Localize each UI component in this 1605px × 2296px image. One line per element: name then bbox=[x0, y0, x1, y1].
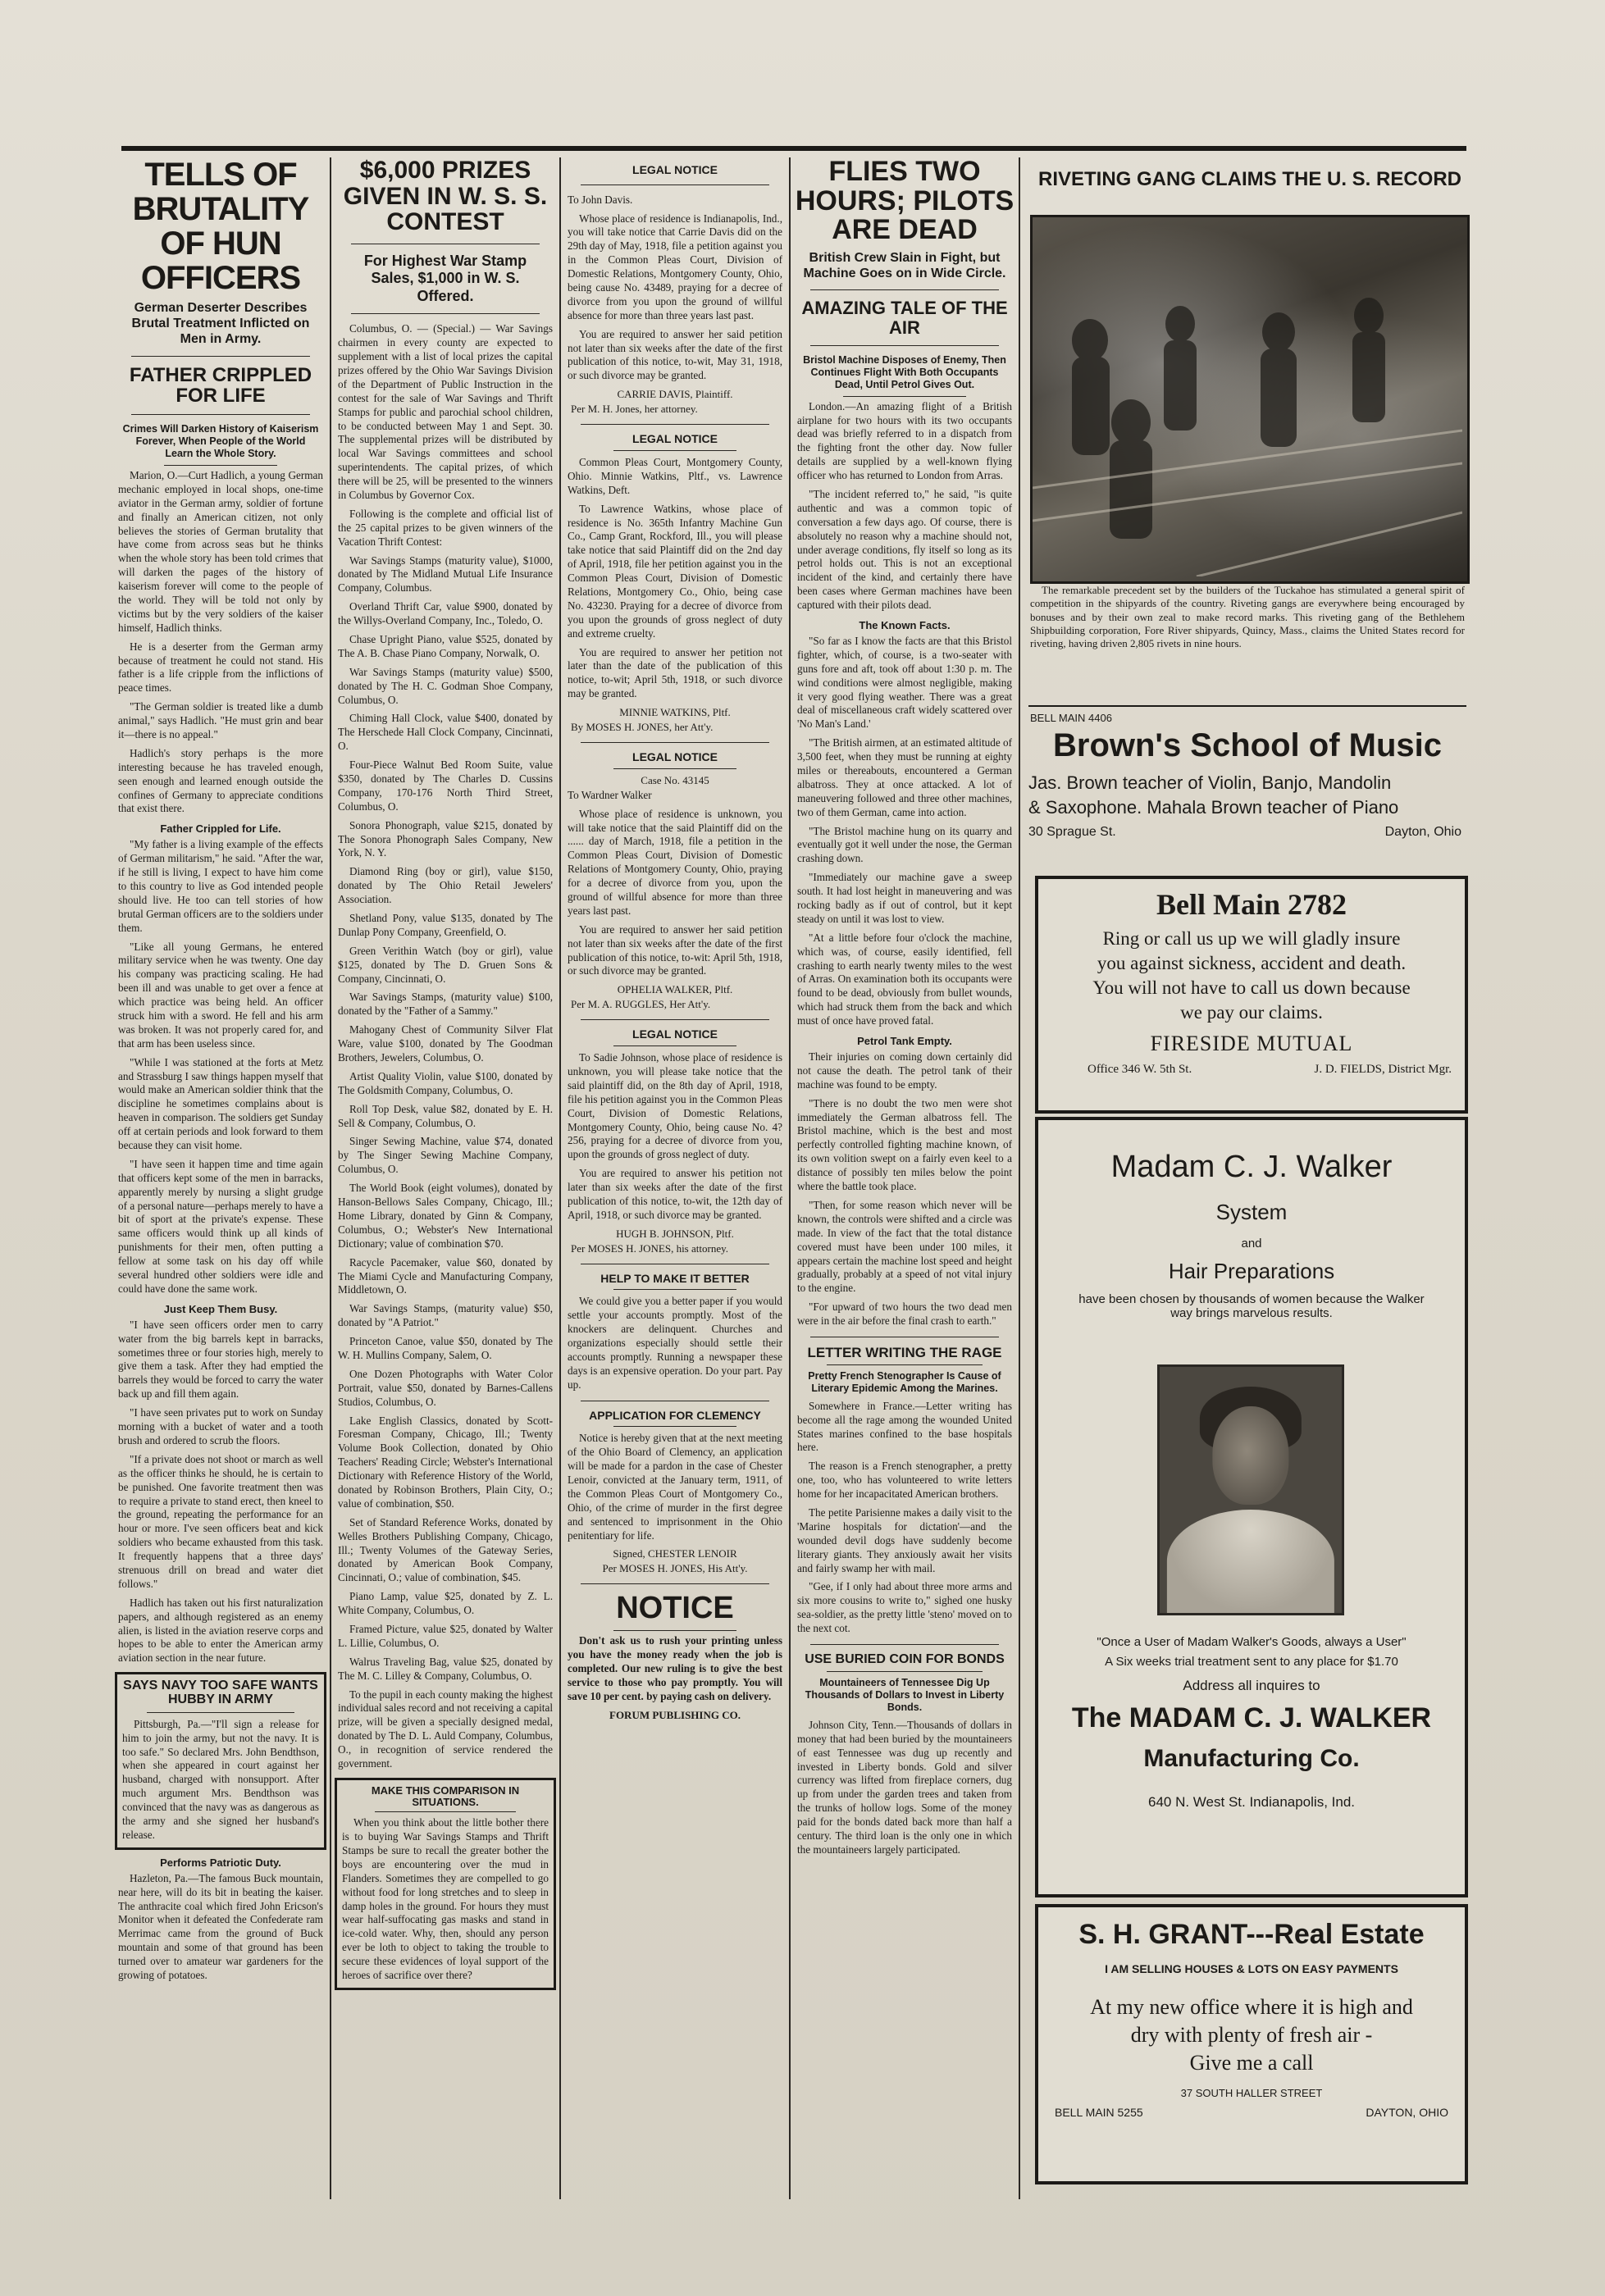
prize-item: Singer Sewing Machine, value $74, donated by The Singer Sewing Machine Company, Columbus, O. bbox=[338, 1135, 553, 1176]
notice-paragraph: To Sadie Johnson, whose place of residence is unknown, you will please take notice that the said plaintiff did, on the 8th day of April, 1918, file his petition against you in the Common Pleas Court, Division of Domestic Relations, Montgomery County, Ohio, being cause No. 4?256, praying for a decree of divorce from you, upon the grounds of gross neglect of duty. bbox=[568, 1051, 782, 1161]
deck-war-stamp: For Highest War Stamp Sales, $1,000 in W. S. Offered. bbox=[363, 252, 527, 304]
prize-item: Piano Lamp, value $25, donated by Z. L. White Company, Columbus, O. bbox=[338, 1590, 553, 1617]
deck-british-crew: British Crew Slain in Fight, but Machine Goes on in Wide Circle. bbox=[803, 251, 1006, 281]
prize-item: Green Verithin Watch (boy or girl), value $125, donated by The D. Gruen Sons & Company, Cincinnati, O. bbox=[338, 944, 553, 985]
grant-subtitle: I AM SELLING HOUSES & LOTS ON EASY PAYMENTS bbox=[1105, 1962, 1398, 1975]
prize-item: War Savings Stamps (maturity value) $500, donated by The H. C. Godman Shoe Company, Columbus, O. bbox=[338, 665, 553, 706]
photo-caption bbox=[1030, 584, 1465, 650]
grant-city: DAYTON, OHIO bbox=[1366, 2106, 1448, 2119]
legal-notice-heading: LEGAL NOTICE bbox=[632, 750, 718, 764]
notice-signature: MINNIE WATKINS, Pltf. bbox=[619, 706, 731, 719]
article-paragraph: "The Bristol machine hung on its quarry and eventually got it well under the nose, the German crashing down. bbox=[797, 824, 1012, 865]
music-line-2: & Saxophone. Mahala Brown teacher of Piano bbox=[1028, 797, 1399, 818]
comparison-headline: MAKE THIS COMPARISON IN SITUATIONS. bbox=[371, 1784, 520, 1808]
prize-item: Mahogany Chest of Community Silver Flat Ware, value $100, donated by The Goodman Brothers, Jewelers, Columbus, O. bbox=[338, 1023, 553, 1064]
clemency-heading: APPLICATION FOR CLEMENCY bbox=[589, 1408, 761, 1422]
comparison-paragraph: When you think about the little bother there is to buying War Savings Stamps and Thrift Stamps be sure to recall the greater bother the boys are encountering over the mud in Flanders. Sometimes they are compelled to go without food for long stretches and to sleep in damp holes in the ground. For hours they must wear half-suffocating gas masks and stand in ice-cold water. Why, then, should any person ever be loth to object to taking the trouble to secure these evidences of loyal support of the heroes of sacrifice over there? bbox=[342, 1816, 549, 1981]
article-paragraph: "I have seen it happen time and time again that officers kept some of the men in barracks, apparently merely by nursing a slight grudge of a personal nature—perhaps merely to have a bit of sport at the private's expense. These same officers would think up all kinds of punishments for their men, often putting a fellow at some task on his day off while several hundred other soldiers were idle and could have done the same work. bbox=[118, 1157, 323, 1295]
walker-and: and bbox=[1241, 1237, 1262, 1250]
notice-attorney: Per M. H. Jones, her attorney. bbox=[571, 403, 698, 416]
column-1 bbox=[115, 157, 326, 2199]
navy-paragraph: Pittsburgh, Pa.—"I'll sign a release for him to join the army, but not the navy. It is too safe." So declared Mrs. John Bendthson, when she appeared in court against her husband, charged with nonsupport. After much argument Mrs. Bendthson was convinced that the navy was as dangerous as the army and she signed her husband's release. bbox=[122, 1717, 319, 1841]
column-2 bbox=[335, 157, 556, 2199]
grant-line-3: Give me a call bbox=[1189, 2051, 1314, 2075]
prize-item: Roll Top Desk, value $82, donated by E. H. Sell & Company, Columbus, O. bbox=[338, 1102, 553, 1129]
article-paragraph: "I have seen officers order men to carry water from the big barrels kept in barracks, sometimes three or four stories high, merely to give them a task. After they had emptied the barrels they would be forced to carry the water back up and fill them again. bbox=[118, 1318, 323, 1401]
prize-item: Chiming Hall Clock, value $400, donated by The Herschede Hall Clock Company, Cincinnati, O. bbox=[338, 712, 553, 753]
notice-paragraph: To Lawrence Watkins, whose place of residence is No. 365th Infantry Machine Gun Co., Camp Grant, Rockford, Ill., you will please take notice that said Plaintiff did on the 2nd day of April, 1918, file her petition against you in the Common Pleas Court, Division of Domestic Relations, Montgomery Co., Ohio, being case No. 43230. Praying for a decree of divorce from you upon the grounds of gross neglect of duty and extreme cruelty. bbox=[568, 502, 782, 640]
subhead: Petrol Tank Empty. bbox=[857, 1035, 952, 1048]
music-phone: BELL MAIN 4406 bbox=[1030, 712, 1112, 724]
notice-to: To John Davis. bbox=[568, 193, 633, 206]
insurance-office: Office 346 W. 5th St. bbox=[1087, 1063, 1192, 1076]
article-paragraph: The reason is a French stenographer, a pretty one, too, who has volunteered to write letters home for her incapacitated American brothers. bbox=[797, 1460, 1012, 1501]
prize-item: Diamond Ring (boy or girl), value $150, donated by The Ohio Retail Jewelers' Association. bbox=[338, 865, 553, 906]
deck-stenographer: Pretty French Stenographer Is Cause of Literary Epidemic Among the Marines. bbox=[808, 1369, 1001, 1394]
clemency-paragraph: Notice is hereby given that at the next meeting of the Ohio Board of Clemency, an application will be made for a pardon in the case of Chester Lenoir, convicted at the January term, 1911, of the Common Pleas Court of Montgomery Co., Ohio, of the crime of murder in the first degree and sentenced to imprisonment in the Ohio penitentiary for life. bbox=[568, 1432, 782, 1542]
legal-notice-heading: LEGAL NOTICE bbox=[632, 432, 718, 446]
article-paragraph: Johnson City, Tenn.—Thousands of dollars in money that had been buried by the mountaineers of east Tennessee was dug up recently and invested in Liberty bonds. Gold and silver currency was lifted from fireplace corners, dug up from under the garden trees and taken from the trunks of hollow logs. Some of the money paid for the bonds dated back more than half a century. The third loan is the only one in which the mountaineers largely participated. bbox=[797, 1718, 1012, 1856]
notice-headline: NOTICE bbox=[616, 1591, 734, 1626]
notice-paragraph: You are required to answer her petition not later than the date of the publication of this notice, to-wit; April 5th, 1918, or such divorce may be granted. bbox=[568, 645, 782, 700]
music-address: 30 Sprague St. bbox=[1028, 825, 1116, 839]
walker-hair-preparations: Hair Preparations bbox=[1168, 1259, 1335, 1283]
article-paragraph: "I have seen privates put to work on Sunday morning with a bucket of water and a tooth brush and ordered to scrub the floors. bbox=[118, 1406, 323, 1446]
prize-item: Artist Quality Violin, value $100, donated by The Goldsmith Company, Columbus, O. bbox=[338, 1069, 553, 1096]
headline-hun-officers: TELLS OF BRUTALITY OF HUN OFFICERS bbox=[132, 157, 309, 296]
navy-headline: SAYS NAVY TOO SAFE WANTS HUBBY IN ARMY bbox=[123, 1679, 318, 1706]
deck-bristol: Bristol Machine Disposes of Enemy, Then Continues Flight With Both Occupants Dead, Until Petrol Gives Out. bbox=[803, 353, 1006, 390]
deck-german-deserter: German Deserter Describes Brutal Treatment Inflicted on Men in Army. bbox=[131, 301, 310, 347]
headline-buried-coin: USE BURIED COIN FOR BONDS bbox=[805, 1652, 1005, 1667]
headline-letter-writing: LETTER WRITING THE RAGE bbox=[807, 1344, 1002, 1360]
headline-flies-two-hours: FLIES TWO HOURS; PILOTS ARE DEAD bbox=[795, 157, 1015, 246]
notice-paragraph: You are required to answer his petition not later than six weeks after the date of the first publication of this notice, to-wit, the 12th day of April, 1918, or such divorce may be granted. bbox=[568, 1167, 782, 1221]
prize-item: Racycle Pacemaker, value $60, donated by The Miami Cycle and Manufacturing Company, Middletown, O. bbox=[338, 1255, 553, 1296]
notice-to: To Wardner Walker bbox=[568, 788, 652, 801]
prize-item: Shetland Pony, value $135, donated by The Dunlap Pony Company, Greenfield, O. bbox=[338, 912, 553, 938]
notice-paragraph: Don't ask us to rush your printing unless you have the money ready when the job is completed. Our new ruling is to give the best service to those who pay promptly. You will save 10 per cent. by paying cash on delivery. bbox=[568, 1634, 782, 1702]
top-rule bbox=[121, 146, 1466, 151]
madam-walker-ad bbox=[1035, 1117, 1468, 1897]
legal-notice-heading: LEGAL NOTICE bbox=[632, 1027, 718, 1041]
prize-item: War Savings Stamps, (maturity value) $100, donated by the "Father of a Sammy." bbox=[338, 991, 553, 1018]
notice-paragraph: Common Pleas Court, Montgomery County, Ohio. Minnie Watkins, Pltf., vs. Lawrence Watkins, Deft. bbox=[568, 455, 782, 496]
prize-item: The World Book (eight volumes), donated by Hanson-Bellows Sales Company, Chicago, Ill.; Home Library, donated by Ginn & Company, Columbus, O.; Webster's New International Dictionary; value of combination $70. bbox=[338, 1182, 553, 1250]
walker-address: 640 N. West St. Indianapolis, Ind. bbox=[1148, 1794, 1355, 1810]
insurance-line-3: You will not have to call us down because bbox=[1092, 977, 1411, 998]
prize-item: To the pupil in each county making the highest individual sales record and not receiving a capital prize, will be given a specially designed medal, donated by The D. L. Auld Company, Columbus, O., in recognition of service rendered the government. bbox=[338, 1688, 553, 1770]
walker-portrait bbox=[1157, 1364, 1344, 1615]
article-paragraph: "My father is a living example of the effects of German militarism," he said. "After the war, if he still is living, I expect to have him come to this country to live as God intended people should live. He too can tell stories of how brutal German officers are to the soldiers under them. bbox=[118, 838, 323, 934]
walker-company-1: The MADAM C. J. WALKER bbox=[1071, 1702, 1432, 1733]
riveting-gang-photo-figures bbox=[1033, 217, 1462, 576]
article-paragraph: "If a private does not shoot or march as well as the officer thinks he should, he is certain to be punished. One favorite treatment then was to require a private to stand erect, then kneel to the ground, repeating the performance for an hour or more. I've seen officers beat and kick soldiers who became exhausted from this task. It frequently happens that a three days' strenuous drill on bread and water diet follows." bbox=[118, 1452, 323, 1590]
comparison-box bbox=[335, 1778, 556, 1990]
insurance-line-1: Ring or call us up we will gladly insure bbox=[1102, 928, 1401, 949]
article-paragraph: The petite Parisienne makes a daily visit to the 'Marine hospitals for dictation'—and the wounded devil dogs have suddenly become literary giants. They anxiously await her visits and fairly swamp her with mail. bbox=[797, 1506, 1012, 1574]
photo-caption-text: The remarkable precedent set by the builders of the Tuckahoe has stimulated a general spirit of competition in the shipyards of the country. Riveting gangs are everywhere being encouraged by bonuses and by their own zeal to make record marks. This riveting gang of the Bethlehem Shipbuilding corporation, Fore River shipyards, Quincy, Mass., claims the United States record for riveting, having driven 2,805 rivets in nine hours. bbox=[1030, 584, 1465, 649]
prize-item: One Dozen Photographs with Water Color Portrait, value $50, donated by Barnes-Callens Studios, Columbus, O. bbox=[338, 1367, 553, 1408]
navy-box bbox=[115, 1672, 326, 1850]
column-divider bbox=[1019, 157, 1020, 2199]
music-title: Brown's School of Music bbox=[1053, 727, 1442, 763]
subhead: Performs Patriotic Duty. bbox=[160, 1856, 281, 1869]
forum-publishing: FORUM PUBLISHING CO. bbox=[609, 1708, 741, 1721]
article-paragraph: "The British airmen, at an estimated altitude of 3,500 feet, when they must be running at eighty miles or thereabouts, encountered a German albatross. They at once attacked. A lot of maneuvering followed and three other machines, two of them German, came into action. bbox=[797, 736, 1012, 818]
walker-title: Madam C. J. Walker bbox=[1110, 1150, 1393, 1184]
music-city: Dayton, Ohio bbox=[1384, 825, 1461, 839]
article-paragraph: Hazleton, Pa.—The famous Buck mountain, near here, will do its bit in beating the kaiser. The anthracite coal which fired John Ericson's Monitor when it defeated the Confederate ram Merrimac came from the ground of Buck mountain and some of that ground has been turned over to amateur war gardeners for the growing of potatoes. bbox=[118, 1871, 323, 1982]
article-paragraph: "There is no doubt the two men were shot immediately the German albatross fell. The Bristol machine, which is the best and most perfectly controlled fighting machine known, of its own volition swept on a fairly even keel to a distance of possibly ten miles below the point where the battle took place. bbox=[797, 1096, 1012, 1193]
article-paragraph: "So far as I know the facts are that this Bristol fighter, which, of course, is a two-seater with guns fore and aft, took off about 1:30 p. m. The wind conditions were almost negligible, making it very good flying weather. There was a great deal of miscellaneous craft widely scattered over 'No Man's Land.' bbox=[797, 634, 1012, 731]
subhead: The Known Facts. bbox=[859, 618, 951, 631]
notice-case-number: Case No. 43145 bbox=[641, 773, 709, 786]
insurance-phone: Bell Main 2782 bbox=[1156, 888, 1347, 921]
notice-signature: CARRIE DAVIS, Plaintiff. bbox=[617, 388, 733, 401]
prize-item: War Savings Stamps (maturity value), $1000, donated by The Midland Mutual Life Insurance Company, Columbus. bbox=[338, 554, 553, 594]
prize-item: Overland Thrift Car, value $900, donated by the Willys-Overland Company, Inc., Toledo, O. bbox=[338, 600, 553, 627]
notice-paragraph: Whose place of residence is Indianapolis, Ind., you will take notice that Carrie Davis did on the 29th day of May, 1918, file a petition against you in the Common Pleas Court, Division of Domestic Relations, Montgomery County, Ohio, being cause No. 43489, praying for a decree of divorce from you upon the ground of willful absence for more than three years last past. bbox=[568, 212, 782, 321]
prize-item: Set of Standard Reference Works, donated by Welles Brothers Publishing Company, Chicago, Ill.; Twenty Volumes of the Gateway Series, donated by American Book Company, Cincinnati, O.; value of combination, $45. bbox=[338, 1515, 553, 1584]
article-paragraph: Columbus, O. — (Special.) — War Savings chairmen in every county are expected to supplement with a list of local prizes the capital prizes offered by the Ohio War Savings Division of the Department of Public Instruction in the contest for the sale of War Savings and Thrift Stamps for public and parochial school children, to be conducted between May 1 and Sept. 30. The supplemental prizes will be distributed by local War Savings committees and school superintendents. The capital prizes, of which there will be 25, will be presented to the winners in Columbus by Governor Cox. bbox=[338, 322, 553, 501]
legal-notice-heading: LEGAL NOTICE bbox=[632, 163, 718, 176]
column-4 bbox=[794, 157, 1015, 2199]
walker-quote: "Once a User of Madam Walker's Goods, always a User" bbox=[1097, 1635, 1407, 1649]
grant-phone: BELL MAIN 5255 bbox=[1055, 2106, 1143, 2119]
article-paragraph: Hadlich has taken out his first naturalization papers, and although registered as an enemy alien, is listed in the aviation reserve corps and hopes to be able to enter the American army aviation section in the near future. bbox=[118, 1596, 323, 1665]
prize-item: Chase Upright Piano, value $525, donated by The A. B. Chase Piano Company, Norwalk, O. bbox=[338, 632, 553, 659]
prize-item: Framed Picture, value $25, donated by Walter L. Lillie, Columbus, O. bbox=[338, 1622, 553, 1649]
column-divider bbox=[789, 157, 791, 2199]
insurance-line-4: we pay our claims. bbox=[1180, 1002, 1323, 1023]
article-paragraph: Their injuries on coming down certainly did not cause the death. The petrol tank of their machine was found to be empty. bbox=[797, 1050, 1012, 1091]
notice-paragraph: You are required to answer her said petition not later than six weeks after the date of the first publication of this notice, to-wit, May 31, 1918, or such divorce may be granted. bbox=[568, 327, 782, 382]
subhead: Just Keep Them Busy. bbox=[163, 1302, 278, 1315]
notice-signature: OPHELIA WALKER, Pltf. bbox=[617, 983, 733, 996]
help-paragraph: We could give you a better paper if you would settle your accounts promptly. Most of the knockers are delinquent. Churches and organizations especially should settle their accounts promptly. Running a newspaper these days is an expensive operation. Do your part. Pay up. bbox=[568, 1295, 782, 1391]
prize-item: Walrus Traveling Bag, value $25, donated by The M. C. Lilley & Company, Columbus, O. bbox=[338, 1655, 553, 1682]
insurance-line-2: you against sickness, accident and death. bbox=[1097, 953, 1407, 973]
column-divider bbox=[559, 157, 561, 2199]
article-paragraph: "The German soldier is treated like a dumb animal," says Hadlich. "He must grin and bear it—there is no appeal." bbox=[118, 700, 323, 740]
clemency-signature: Signed, CHESTER LENOIR bbox=[613, 1547, 737, 1560]
grant-line-1: At my new office where it is high and bbox=[1090, 1995, 1413, 2019]
walker-trial: A Six weeks trial treatment sent to any place for $1.70 bbox=[1105, 1655, 1398, 1669]
article-paragraph: Somewhere in France.—Letter writing has become all the rage among the wounded United States marines confined to the base hospitals here. bbox=[797, 1399, 1012, 1454]
article-paragraph: London.—An amazing flight of a British airplane for two hours with its two occupants dead was briefly referred to in a dispatch from the fighting front the other day. Now fuller details are supplied by a well-known flying officer who has returned to London from Arras. bbox=[797, 399, 1012, 482]
column-divider bbox=[330, 157, 331, 2199]
column-3 bbox=[564, 157, 786, 2199]
notice-paragraph: Whose place of residence is unknown, you will take notice that the said Plaintiff did on the ...... day of March, 1918, file a petition in the Common Pleas Court, Division of Domestic Relations of Montgomery County, Ohio, praying for a decree of divorce from you, upon the ground of willful absence for more than three years last past. bbox=[568, 807, 782, 917]
insurance-manager: J. D. FIELDS, District Mgr. bbox=[1314, 1063, 1452, 1076]
walker-company-2: Manufacturing Co. bbox=[1143, 1745, 1360, 1772]
prize-item: Lake English Classics, donated by Scott-Foresman Company, Chicago, Ill.; Twenty Volume Book Collection, donated by Ohio Teachers' Reading Circle; Webster's International Dictionary with Reference History of the World, donated by Robinson Brothers, Plain City, O.; value of combination, $50. bbox=[338, 1414, 553, 1510]
article-paragraph: Marion, O.—Curt Hadlich, a young German mechanic employed in local shops, one-time aviator in the German army, soldier of fortune and finally an American citizen, not only believes the stories of German brutality that have come from across seas but he thinks when the whole story has been told crimes that will darken the pages of the history of kaiserism forever will come to the people of the world. They will be told not only by victims but by the very soldiers of the kaiser himself, Hadlich thinks. bbox=[118, 468, 323, 634]
article-paragraph: "Like all young Germans, he entered military service when he was twenty. One day his company was practicing scaling. He had been ill and was unable to get over a fence at which practice was being held. An officer struck him with a sword. He fell and his arm was broken. It was not properly cared for, and that arm has been useless since. bbox=[118, 940, 323, 1050]
grant-street: 37 SOUTH HALLER STREET bbox=[1180, 2087, 1323, 2099]
article-paragraph: Hadlich's story perhaps is the more interesting because he has traveled enough, seen enough and learned enough outside the confines of Germany to appreciate conditions that exist there. bbox=[118, 746, 323, 815]
insurance-company: FIRESIDE MUTUAL bbox=[1150, 1032, 1353, 1055]
article-paragraph: Following is the complete and official list of the 25 capital prizes to be given winners of the Vacation Thrift Contest: bbox=[338, 507, 553, 548]
riveting-gang-photo bbox=[1030, 215, 1470, 584]
article-paragraph: "Then, for some reason which never will be known, the controls were shifted and a circle was made. In view of the fact that the total distance covered must have been under 100 miles, it appears certain the machine lost speed and height gradually, probably at a speed of not vital injury to the engine. bbox=[797, 1198, 1012, 1295]
headline-father-crippled: FATHER CRIPPLED FOR LIFE bbox=[129, 363, 312, 407]
notice-attorney: Per MOSES H. JONES, his attorney. bbox=[571, 1241, 728, 1255]
notice-attorney: By MOSES H. JONES, her Att'y. bbox=[571, 721, 714, 734]
prize-item: Sonora Phonograph, value $215, donated by The Sonora Phonograph Sales Company, New York, N. Y. bbox=[338, 818, 553, 859]
notice-signature: HUGH B. JOHNSON, Pltf. bbox=[616, 1227, 734, 1240]
photo-headline: RIVETING GANG CLAIMS THE U. S. RECORD bbox=[1037, 168, 1462, 190]
grant-line-2: dry with plenty of fresh air - bbox=[1130, 2023, 1373, 2047]
walker-address-label: Address all inquires to bbox=[1183, 1678, 1320, 1693]
article-paragraph: "For upward of two hours the two dead men were in the air before the final crash to earth." bbox=[797, 1301, 1012, 1328]
walker-chosen: have been chosen by thousands of women because the Walker way brings marvelous results. bbox=[1078, 1292, 1425, 1320]
prize-item: War Savings Stamps, (maturity value) $50, donated by "A Patriot." bbox=[338, 1302, 553, 1329]
article-paragraph: "Gee, if I only had about three more arms and six more cousins to write to," sighed one husky sea-soldier, as the pretty little 'steno' moved on to the next cot. bbox=[797, 1580, 1012, 1635]
prize-item: Four-Piece Walnut Bed Room Suite, value $350, donated by The Charles D. Cussins Company, 170-176 North Third Street, Columbus, O. bbox=[338, 758, 553, 813]
walker-system: System bbox=[1215, 1200, 1288, 1224]
grant-title: S. H. GRANT---Real Estate bbox=[1078, 1919, 1425, 1950]
article-paragraph: "Immediately our machine gave a sweep south. It had lost height in maneuvering and was rocking badly as if out of control, but it kept steady on until it was lost to view. bbox=[797, 871, 1012, 925]
headline-amazing-tale: AMAZING TALE OF THE AIR bbox=[801, 298, 1008, 338]
article-paragraph: "At a little before four o'clock the machine, which was, of course, easily identified, fell crashing to earth nearly twenty miles to the west of Arras. On examination both its occupants were found to be dead, obviously from bullet wounds, which had struck them from the back and which must of once have proved fatal. bbox=[797, 931, 1012, 1027]
article-paragraph: "The incident referred to," he said, "is quite authentic and was a common topic of conversation a few days ago. Of course, there is absolutely no reason why a machine should not, under average conditions, fly itself so long as its petrol holds out. This is not an exceptional incident of the kind, and certainly there have been cases where German machines have been captured with their pilots dead. bbox=[797, 487, 1012, 612]
music-school-ad bbox=[1028, 705, 1466, 863]
fireside-mutual-ad bbox=[1035, 876, 1468, 1114]
deck-crimes: Crimes Will Darken History of Kaiserism Forever, When People of the World Learn the Whole Story. bbox=[122, 422, 319, 459]
notice-attorney: Per M. A. RUGGLES, Her Att'y. bbox=[571, 998, 711, 1011]
headline-prizes: $6,000 PRIZES GIVEN IN W. S. S. CONTEST bbox=[343, 157, 548, 235]
prize-item: Princeton Canoe, value $50, donated by The W. H. Mullins Company, Salem, O. bbox=[338, 1335, 553, 1361]
music-line-1: Jas. Brown teacher of Violin, Banjo, Mandolin bbox=[1028, 772, 1392, 793]
help-heading: HELP TO MAKE IT BETTER bbox=[600, 1271, 750, 1285]
article-paragraph: He is a deserter from the German army because of treatment he could not stand. His father is a life cripple from the inflictions of peace times. bbox=[118, 640, 323, 695]
notice-paragraph: You are required to answer her said petition not later than six weeks after the date of the first publication of this notice, to-wit: April 5th, 1918, or such divorce may be granted. bbox=[568, 922, 782, 977]
article-paragraph: "While I was stationed at the forts at Metz and Strassburg I saw things happen myself that would make an American soldier think that the discipline he sometimes complains about is heaven in comparison. The soldiers get Sunday off at certain periods and look forward to them because they can visit home. bbox=[118, 1055, 323, 1152]
grant-real-estate-ad bbox=[1035, 1904, 1468, 2184]
subhead: Father Crippled for Life. bbox=[160, 822, 281, 836]
deck-mountaineers: Mountaineers of Tennessee Dig Up Thousands of Dollars to Invest in Liberty Bonds. bbox=[805, 1676, 1005, 1713]
clemency-attorney: Per MOSES H. JONES, His Att'y. bbox=[602, 1562, 748, 1575]
